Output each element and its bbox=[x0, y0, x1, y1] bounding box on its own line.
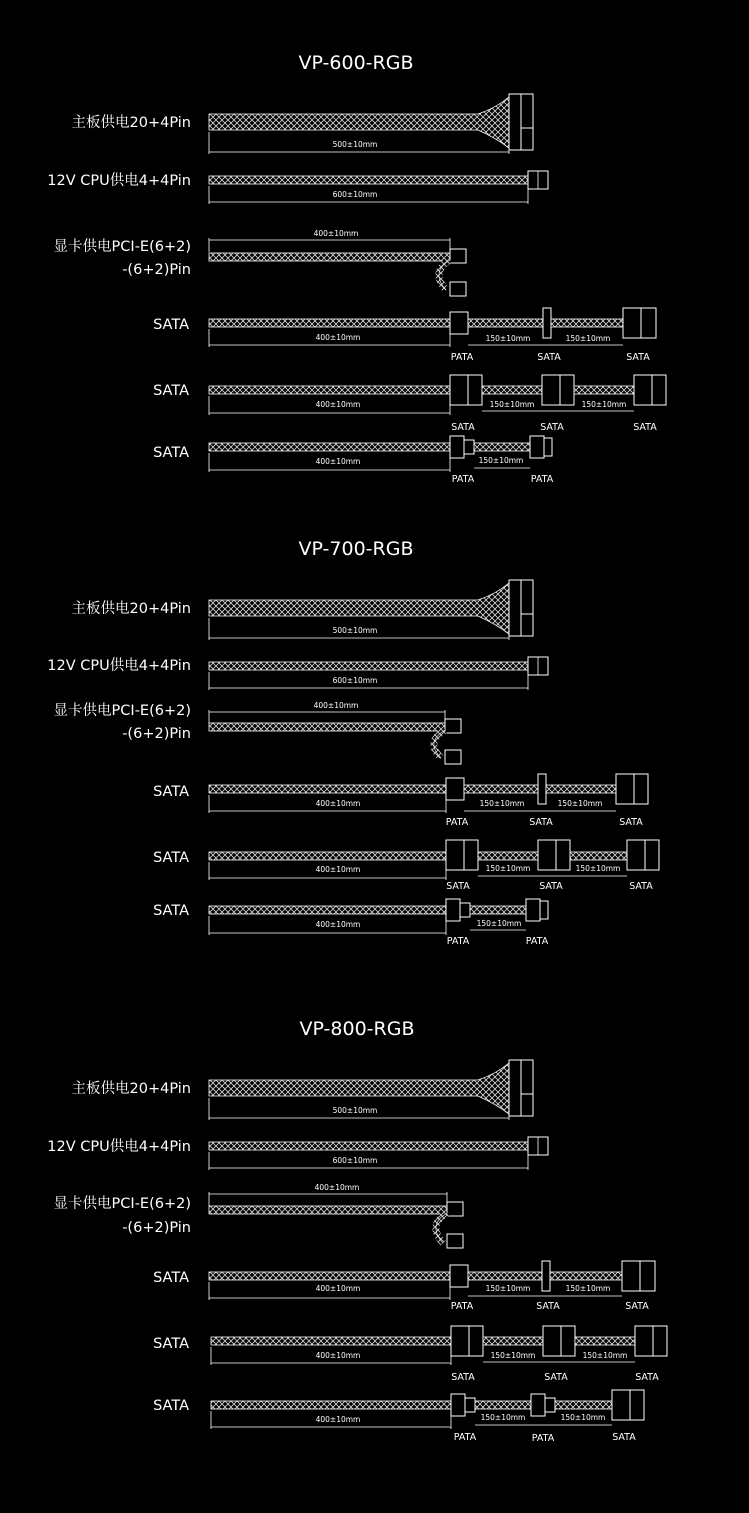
dimension-label: 400±10mm bbox=[313, 229, 359, 238]
dimension-label: 150±10mm bbox=[480, 1413, 526, 1422]
connector-label: SATA bbox=[451, 1372, 475, 1383]
connector-label: SATA bbox=[446, 881, 470, 892]
dimension-label: 600±10mm bbox=[332, 190, 378, 199]
cable-cpu-8pin bbox=[47, 171, 548, 204]
dimension-label: 400±10mm bbox=[315, 799, 361, 808]
dimension-label: 400±10mm bbox=[315, 1351, 361, 1360]
connector-label: SATA bbox=[626, 352, 650, 363]
dimension-label: 150±10mm bbox=[490, 1351, 536, 1360]
section-title: VP-800-RGB bbox=[299, 1018, 415, 1040]
connector-label: SATA bbox=[539, 881, 563, 892]
connector-label: SATA bbox=[537, 352, 561, 363]
section-vp-600 bbox=[47, 52, 666, 485]
dimension-label: 400±10mm bbox=[313, 701, 359, 710]
cable-label-line1: 显卡供电PCI-E(6+2) bbox=[53, 703, 191, 719]
dimension-label: 400±10mm bbox=[315, 400, 361, 409]
cable-sata-3 bbox=[153, 899, 549, 947]
cable-pcie bbox=[54, 701, 461, 764]
cable-label: SATA bbox=[153, 903, 189, 919]
dimension-label: 400±10mm bbox=[314, 1183, 360, 1192]
dimension-label: 500±10mm bbox=[332, 140, 378, 149]
section-vp-800 bbox=[47, 1018, 667, 1444]
cable-atx-24pin bbox=[72, 580, 533, 640]
connector-label: PATA bbox=[530, 474, 554, 485]
cable-label-line2: -(6+2)Pin bbox=[122, 726, 191, 742]
cable-sata-3 bbox=[153, 436, 554, 485]
connector-label: PATA bbox=[451, 474, 475, 485]
section-title: VP-700-RGB bbox=[298, 538, 414, 560]
cable-sata-3 bbox=[153, 1390, 644, 1444]
cable-sata-2 bbox=[153, 1326, 667, 1383]
cable-label: SATA bbox=[153, 1270, 189, 1286]
dimension-label: 150±10mm bbox=[557, 799, 603, 808]
cable-label: 12V CPU供电4+4Pin bbox=[47, 1139, 191, 1155]
cable-label: SATA bbox=[153, 317, 189, 333]
connector-label: SATA bbox=[612, 1432, 636, 1443]
dimension-label: 400±10mm bbox=[315, 865, 361, 874]
cable-label: 12V CPU供电4+4Pin bbox=[47, 658, 191, 674]
dimension-label: 150±10mm bbox=[485, 1284, 531, 1293]
dimension-label: 500±10mm bbox=[332, 1106, 378, 1115]
cable-label-line1: 显卡供电PCI-E(6+2) bbox=[53, 1196, 191, 1212]
cable-pcie bbox=[54, 229, 466, 296]
cable-pcie bbox=[54, 1183, 463, 1248]
cable-sata-2 bbox=[153, 375, 666, 433]
cable-label: 主板供电20+4Pin bbox=[71, 601, 191, 617]
dimension-label: 400±10mm bbox=[315, 1284, 361, 1293]
cable-label: 主板供电20+4Pin bbox=[71, 1081, 191, 1097]
cable-label: SATA bbox=[153, 383, 189, 399]
dimension-label: 400±10mm bbox=[315, 1415, 361, 1424]
dimension-label: 600±10mm bbox=[332, 676, 378, 685]
dimension-label: 150±10mm bbox=[476, 919, 522, 928]
dimension-label: 150±10mm bbox=[485, 334, 531, 343]
connector-label: SATA bbox=[619, 817, 643, 828]
dimension-label: 150±10mm bbox=[575, 864, 621, 873]
section-title: VP-600-RGB bbox=[298, 52, 414, 74]
cable-label: SATA bbox=[153, 784, 189, 800]
connector-label: SATA bbox=[635, 1372, 659, 1383]
dimension-label: 400±10mm bbox=[315, 457, 361, 466]
cable-sata-1 bbox=[153, 1261, 655, 1312]
connector-label: SATA bbox=[529, 817, 553, 828]
connector-label: PATA bbox=[525, 936, 549, 947]
dimension-label: 500±10mm bbox=[332, 626, 378, 635]
cable-label-line2: -(6+2)Pin bbox=[122, 1220, 191, 1236]
dimension-label: 150±10mm bbox=[489, 400, 535, 409]
dimension-label: 150±10mm bbox=[581, 400, 627, 409]
connector-label: SATA bbox=[625, 1301, 649, 1312]
cable-sata-1 bbox=[153, 308, 656, 363]
connector-label: PATA bbox=[450, 352, 474, 363]
connector-label: PATA bbox=[453, 1432, 477, 1443]
cable-label: SATA bbox=[153, 1398, 189, 1414]
cable-sata-1 bbox=[153, 774, 648, 828]
dimension-label: 150±10mm bbox=[560, 1413, 606, 1422]
cable-label: 12V CPU供电4+4Pin bbox=[47, 173, 191, 189]
connector-label: SATA bbox=[540, 422, 564, 433]
dimension-label: 150±10mm bbox=[479, 799, 525, 808]
dimension-label: 400±10mm bbox=[315, 333, 361, 342]
connector-label: SATA bbox=[536, 1301, 560, 1312]
cable-label: SATA bbox=[153, 850, 189, 866]
connector-label: SATA bbox=[629, 881, 653, 892]
dimension-label: 150±10mm bbox=[582, 1351, 628, 1360]
cable-atx-24pin bbox=[72, 94, 533, 154]
dimension-label: 150±10mm bbox=[485, 864, 531, 873]
cable-label-line1: 显卡供电PCI-E(6+2) bbox=[53, 239, 191, 255]
dimension-label: 150±10mm bbox=[565, 1284, 611, 1293]
dimension-label: 150±10mm bbox=[565, 334, 611, 343]
cable-cpu-8pin bbox=[47, 656, 548, 690]
cable-label: SATA bbox=[153, 445, 189, 461]
connector-label: PATA bbox=[445, 817, 469, 828]
connector-label: SATA bbox=[633, 422, 657, 433]
connector-label: PATA bbox=[450, 1301, 474, 1312]
cable-sata-2 bbox=[153, 840, 659, 892]
connector-label: SATA bbox=[451, 422, 475, 433]
cable-label: 主板供电20+4Pin bbox=[71, 115, 191, 131]
cable-label-line2: -(6+2)Pin bbox=[122, 262, 191, 278]
dimension-label: 400±10mm bbox=[315, 920, 361, 929]
connector-label: PATA bbox=[531, 1433, 555, 1444]
dimension-label: 600±10mm bbox=[332, 1156, 378, 1165]
cable-cpu-8pin bbox=[47, 1137, 548, 1170]
section-vp-700 bbox=[47, 538, 659, 947]
cable-label: SATA bbox=[153, 1336, 189, 1352]
dimension-label: 150±10mm bbox=[478, 456, 524, 465]
connector-label: SATA bbox=[544, 1372, 568, 1383]
cable-atx-24pin bbox=[72, 1060, 533, 1120]
connector-label: PATA bbox=[446, 936, 470, 947]
